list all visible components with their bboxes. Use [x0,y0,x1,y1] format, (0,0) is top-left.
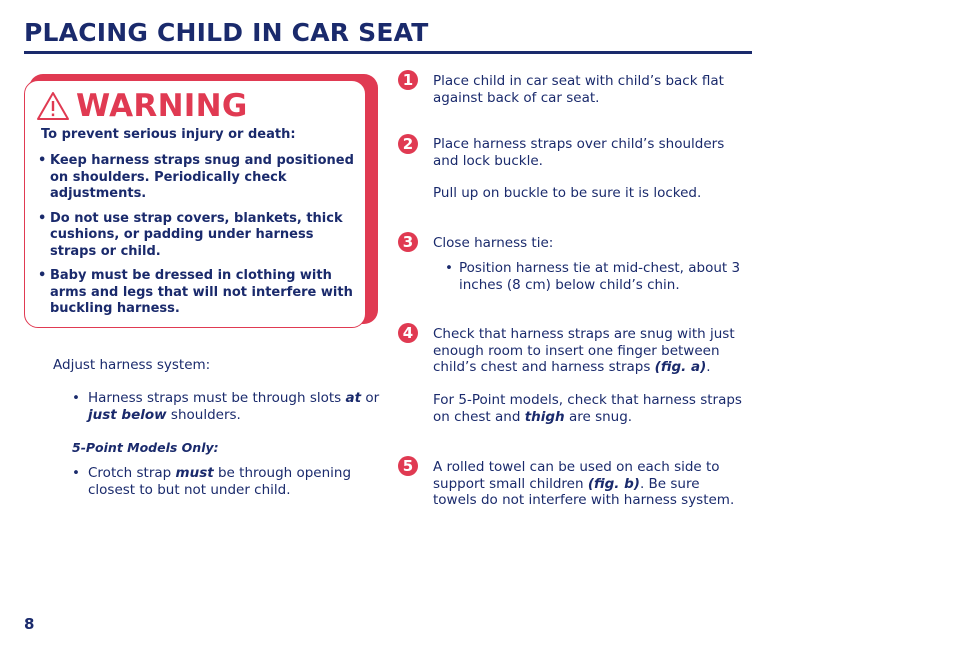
bullet-dot: • [72,465,80,481]
step-3-text: Close harness tie: [433,235,554,251]
fig-b-ref: (fig. b) [587,475,640,492]
warning-item: • Baby must be dressed in clothing with arms and legs that will not interfere with buckling harness. [38,268,360,318]
step-4-text-post: . [706,359,711,375]
fig-a-ref: (fig. a) [654,359,707,375]
crotch-text-pre: Crotch strap [88,465,176,481]
page-number: 8 [24,615,35,633]
warning-header [36,86,248,126]
step-5-text-post: . Be sure towels do not interfere with harness system. [433,475,735,508]
step-4-text2-pre: For 5-Point models, check that harness straps on chest and [433,392,742,425]
step-3-number: 3 [398,232,418,252]
step-2-number: 2 [398,134,418,154]
slots-em-just-below: just below [88,406,167,423]
bullet-dot: • [445,260,453,276]
slots-text-mid: or [361,390,380,406]
step-5-text-pre: A rolled towel can be used on each side to support small children [433,459,720,492]
warning-title: WARNING [76,88,248,124]
five-point-label: 5-Point Models Only: [72,440,219,455]
warning-list [38,153,360,326]
crotch-em-must: must [175,465,214,481]
page-title: PLACING CHILD IN CAR SEAT [24,18,429,47]
bullet-dot: • [72,390,80,406]
step-2-text-2: Pull up on buckle to be sure it is locked. [433,185,702,201]
step-5-text [433,459,745,509]
tie-text: Position harness tie at mid-chest, about 3 inches (8 cm) below child’s chin. [459,260,741,293]
warning-item: • Keep harness straps snug and positioned on shoulders. Periodically check adjustments. [38,153,360,203]
slots-em-at: at [345,390,362,406]
step-4-text2-post: are snug. [564,408,633,425]
step-5-number: 5 [398,456,418,476]
adjust-heading: Adjust harness system: [53,357,211,373]
step-4-number: 4 [398,323,418,343]
adjust-bullet-slots [72,390,388,423]
adjust-bullet-crotch [72,465,388,498]
step-4-text-pre: Check that harness straps are snug with just enough room to insert one finger between child’s chest and harness straps [433,326,735,375]
step-1-number: 1 [398,70,418,90]
step-4-text [433,326,745,376]
thigh-em: thigh [524,408,565,425]
step-4-text-2 [433,392,745,425]
step-3-sub-bullet [445,260,749,293]
warning-triangle-icon [36,91,70,121]
step-2-text: Place harness straps over child’s shoulders and lock buckle. [433,136,725,169]
title-divider [24,51,752,54]
slots-text-post: shoulders. [166,406,241,423]
slots-text-pre: Harness straps must be through slots [88,390,346,406]
warning-intro: To prevent serious injury or death: [41,127,296,142]
crotch-text-post: be through opening closest to but not under child. [88,465,352,498]
step-1-text: Place child in car seat with child’s back flat against back of car seat. [433,73,724,106]
warning-item: • Do not use strap covers, blankets, thick cushions, or padding under harness straps or child. [38,211,360,261]
